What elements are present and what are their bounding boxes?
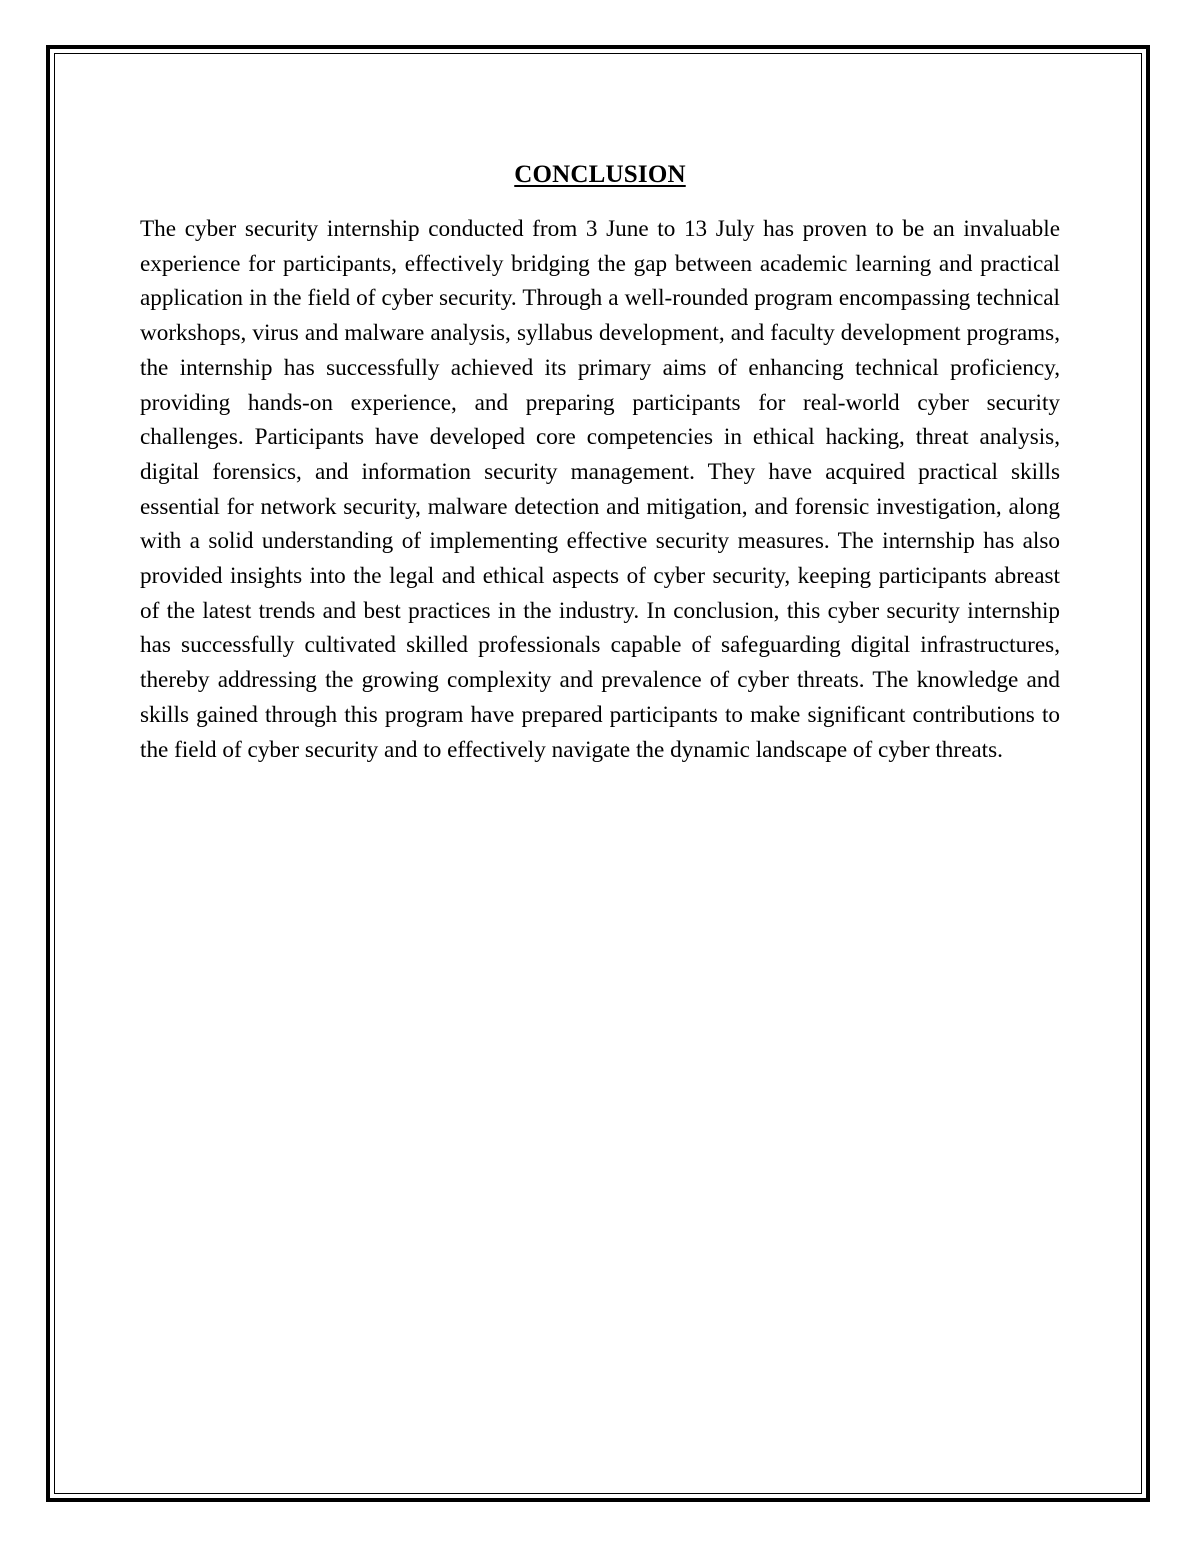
document-content: [140, 150, 1060, 767]
conclusion-paragraph: The cyber security internship conducted from 3 June to 13 July has proven to be an invaluable experience for participants, effectively bridging the gap between academic learning and practical application in the field of cyber security. Through a well-rounded program encompassing technical workshops, virus and malware analysis, syllabus development, and faculty development programs, the internship has successfully achieved its primary aims of enhancing technical proficiency, providing hands-on experience, and preparing participants for real-world cyber security challenges. Participants have developed core competencies in ethical hacking, threat analysis, digital forensics, and information security management. They have acquired practical skills essential for network security, malware detection and mitigation, and forensic investigation, along with a solid understanding of implementing effective security measures. The internship has also provided insights into the legal and ethical aspects of cyber security, keeping participants abreast of the latest trends and best practices in the industry. In conclusion, this cyber security internship has successfully cultivated skilled professionals capable of safeguarding digital infrastructures, thereby addressing the growing complexity and prevalence of cyber threats. The knowledge and skills gained through this program have prepared participants to make significant contributions to the field of cyber security and to effectively navigate the dynamic landscape of cyber threats.: [140, 216, 1060, 763]
section-heading: CONCLUSION: [514, 161, 686, 188]
